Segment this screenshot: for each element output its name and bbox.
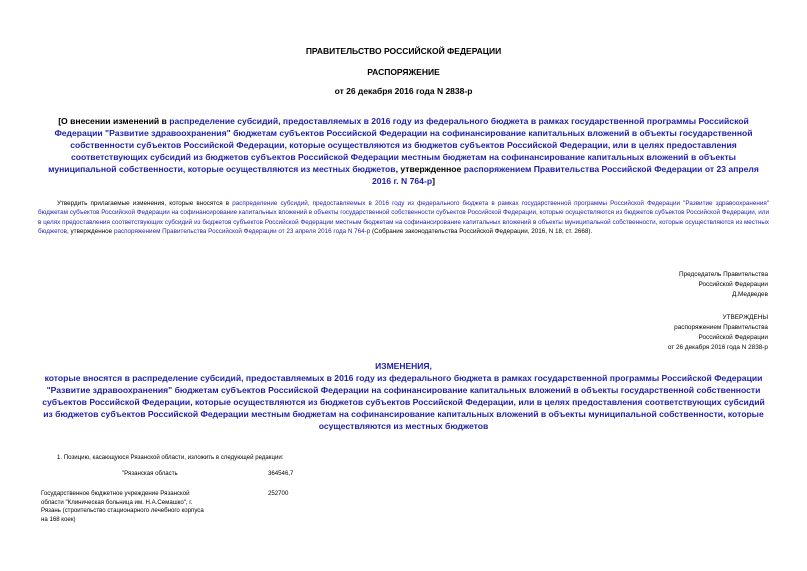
approved-label: УТВЕРЖДЕНЫ [722, 314, 768, 321]
changes-heading: ИЗМЕНЕНИЯ, [375, 361, 432, 371]
document-subject [38, 115, 769, 187]
body-paragraph [38, 199, 769, 237]
subject-mid: , утвержденное [395, 164, 464, 174]
document-date-number: от 26 декабря 2016 года N 2838-р [334, 86, 473, 96]
subject-close: ] [432, 176, 435, 186]
changes-description [38, 372, 769, 432]
body-link-order-764[interactable]: распоряжением Правительства Российской Федерации от 23 апреля 2016 года N 764-р [113, 228, 371, 236]
signature-country: Российской Федерации [698, 281, 768, 288]
body-mid: , утвержденное [67, 228, 114, 236]
table-row-region-value: 364546,7 [268, 470, 294, 477]
approved-country: Российской Федерации [698, 334, 768, 341]
subject-link-order-764[interactable]: распоряжением Правительства Российской Федерации от 23 апреля 2016 г. N 764-р [372, 164, 759, 186]
approved-by: распоряжением Правительства [674, 324, 768, 331]
item-1: 1. Позицию, касающуюся Рязанской области, изложить в следующей редакции: [57, 454, 284, 461]
body-link-distribution[interactable]: распределение субсидий, предоставляемых в 2016 году из федерального бюджета в рамках государственной программы Российской Федерации "Развитие здравоохранения" бюджетам субъектов Российской Федерации на софинансирование капитальных вложений в объекты государственной собственности субъектов Российской Федерации, которые осуществляются из бюджетов субъектов Российской Федерации, или в целях предоставления соответствующих субсидий из бюджетов субъектов Российской Федерации местным бюджетам на софинансирование капитальных вложений в объекты муниципальной собственности, которые осуществляются из местных бюджетов [38, 200, 770, 236]
government-title: ПРАВИТЕЛЬСТВО РОССИЙСКОЙ ФЕДЕРАЦИИ [305, 46, 502, 56]
table-row-institution-value: 252700 [268, 490, 289, 497]
body-start: Утвердить прилагаемые изменения, которые вносятся в [57, 200, 233, 207]
changes-text-start: которые вносятся в [44, 373, 133, 383]
signature-block [679, 270, 768, 300]
subject-link-distribution[interactable]: распределение субсидий, предоставляемых в 2016 году из федерального бюджета в рамках государственной программы Российской Федерации "Развитие здравоохранения" бюджетам субъектов Российской Федерации на софинансирование капитальных вложений в объекты государственной собственности субъектов Российской Федерации, которые осуществляются из бюджетов субъектов Российской Федерации, или в целях предоставления соответствующих субсидий из бюджетов субъектов Российской Федерации местным бюджетам на софинансирование капитальных вложений в объекты муниципальной собственности, которые осуществляются из местных бюджетов [48, 116, 753, 174]
table-row-region-name: "Рязанская область [122, 470, 178, 477]
signature-name: Д.Медведев [731, 291, 768, 298]
body-end: (Собрание законодательства Российской Федерации, 2016, N 18, ст. 2668). [370, 228, 593, 236]
table-row-institution-name: Государственное бюджетное учреждение Рязанской области "Клиническая больница им. Н.А.Семашко", г. Рязань (строительство стационарного лечебного корпуса на 168 коек) [41, 490, 204, 523]
document-type: РАСПОРЯЖЕНИЕ [367, 67, 440, 77]
approved-date: от 26 декабря 2016 года N 2838-р [667, 344, 768, 351]
subject-open: [О внесении изменений в [58, 116, 170, 126]
approved-block [668, 313, 768, 353]
changes-link-distribution[interactable]: распределение субсидий, предоставляемых в 2016 году из федерального бюджета в рамках государственной программы Российской Федерации "Развитие здравоохранения" бюджетам субъектов Российской Федерации на софинансирование капитальных вложений в объекты государственной собственности субъектов Российской Федерации, которые осуществляются из бюджетов субъектов Российской Федерации, или в целях предоставления соответствующих субсидий из бюджетов субъектов Российской Федерации местным бюджетам на софинансирование капитальных вложений в объекты муниципальной собственности, которые осуществляются из местных бюджетов [42, 373, 765, 431]
signature-position: Председатель Правительства [679, 271, 768, 278]
